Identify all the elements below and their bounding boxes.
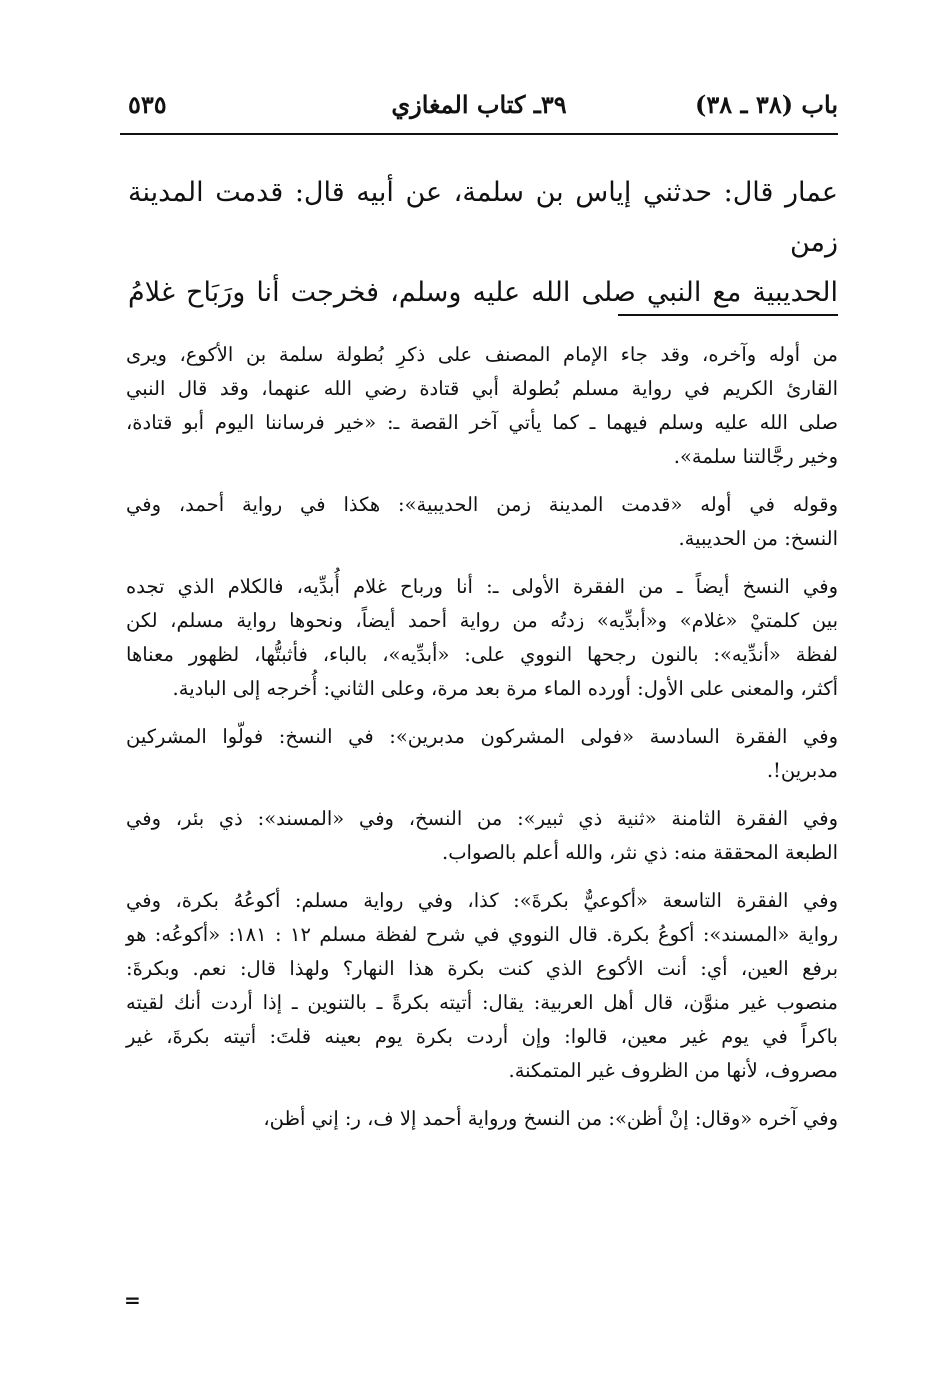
footnote-line: النسخ: من الحديبية. bbox=[678, 527, 838, 550]
footnote-line: وفي الفقرة الثامنة «ثنية ذي ثبير»: من النسخ، وفي «المسند»: ذي بئر، وفي bbox=[126, 807, 838, 830]
main-text-line: عمار قال: حدثني إياس بن سلمة، عن أبيه قال: قدمت المدينة زمن bbox=[128, 177, 838, 258]
footnote-line: مدبرين!. bbox=[766, 759, 838, 782]
book-title: ٣٩ـ كتاب المغازي bbox=[391, 90, 567, 119]
footnote-line: من أوله وآخره، وقد جاء الإمام المصنف على ذكرِ بُطولة سلمة بن الأكوع، ويرى bbox=[126, 343, 838, 366]
footnote-line: وفي الفقرة السادسة «فولى المشركون مدبرين»: في النسخ: فولّوا المشركين bbox=[126, 725, 838, 748]
footnotes-section bbox=[126, 338, 838, 1150]
footnote-line: رواية «المسند»: أكوعُ بكرة. قال النووي في شرح لفظة مسلم ١٢ : ١٨١: «أكوعُه: هو bbox=[126, 923, 838, 946]
footnote-line: أكثر، والمعنى على الأول: أورده الماء مرة بعد مرة، وعلى الثاني: أُخرجه إلى البادية. bbox=[172, 677, 838, 700]
footnote-line: وخير رجَّالتنا سلمة». bbox=[673, 445, 838, 468]
footnote-line: باكراً في يوم غير معين، قالوا: وإن أردت بكرة يوم بعينه قلتَ: أتيته بكرةَ، غير bbox=[126, 1025, 838, 1048]
footnote-paragraph bbox=[126, 488, 838, 556]
footnote-line: وقوله في أوله «قدمت المدينة زمن الحديبية»: هكذا في رواية أحمد، وفي bbox=[126, 493, 838, 516]
footnote-line: وفي النسخ أيضاً ـ من الفقرة الأولى ـ: أنا ورباح غلام أُبدِّيه، فالكلام الذي تجده bbox=[126, 575, 838, 598]
footnote-paragraph bbox=[126, 1102, 838, 1136]
footnote-paragraph bbox=[126, 884, 838, 1088]
main-text-line: الحديبية مع النبي صلى الله عليه وسلم، فخرجت أنا ورَبَاح غلامُ bbox=[128, 277, 838, 308]
footnote-paragraph bbox=[126, 720, 838, 788]
main-body-text bbox=[128, 168, 838, 318]
header-divider bbox=[120, 133, 838, 135]
footnote-line: صلى الله عليه وسلم فيهما ـ كما يأتي آخر القصة ـ: «خير فرساننا اليوم أبو قتادة، bbox=[126, 411, 838, 434]
chapter-reference: باب (٣٨ ـ ٣٨) bbox=[695, 90, 838, 119]
footnote-line: مصروف، لأنها من الظروف غير المتمكنة. bbox=[508, 1059, 838, 1082]
page-number: ٥٣٥ bbox=[128, 90, 167, 119]
footnote-line: بين كلمتيْ «غلام» و«أبدِّيه» زدتُه من رواية أحمد أيضاً، ونحوها رواية مسلم، لكن bbox=[126, 609, 838, 632]
footnote-line: القارئ الكريم في رواية مسلم بُطولة أبي قتادة رضي الله عنهما، وقد قال النبي bbox=[126, 377, 838, 400]
footnote-paragraph bbox=[126, 570, 838, 706]
footnote-paragraph bbox=[126, 802, 838, 870]
running-header bbox=[120, 84, 838, 128]
footnote-line: منصوب غير منوَّن، قال أهل العربية: يقال: أتيته بكرةً ـ بالتنوين ـ إذا أردت أنك لقيته bbox=[126, 991, 838, 1014]
footnote-line: وفي آخره «وقال: إنْ أظن»: من النسخ ورواية أحمد إلا ف، ر: إني أظن، bbox=[263, 1107, 838, 1130]
footnote-line: برفع العين، أي: أنت الأكوع الذي كنت بكرة هذا النهار؟ ولهذا قال: نعم. وبكرةَ: bbox=[126, 957, 838, 980]
footnote-divider bbox=[618, 314, 838, 316]
footnote-line: لفظة «أندِّيه»: بالنون رجحها النووي على: «أبدِّيه»، بالباء، فأثبتُّها، لظهور معناها bbox=[126, 643, 838, 666]
continuation-mark: = bbox=[124, 1288, 141, 1312]
footnote-line: وفي الفقرة التاسعة «أكوعيٌّ بكرةَ»: كذا، وفي رواية مسلم: أكوعُهُ بكرة، وفي bbox=[126, 889, 838, 912]
footnote-line: الطبعة المحققة منه: ذي نثر، والله أعلم بالصواب. bbox=[442, 841, 838, 864]
footnote-paragraph bbox=[126, 338, 838, 474]
